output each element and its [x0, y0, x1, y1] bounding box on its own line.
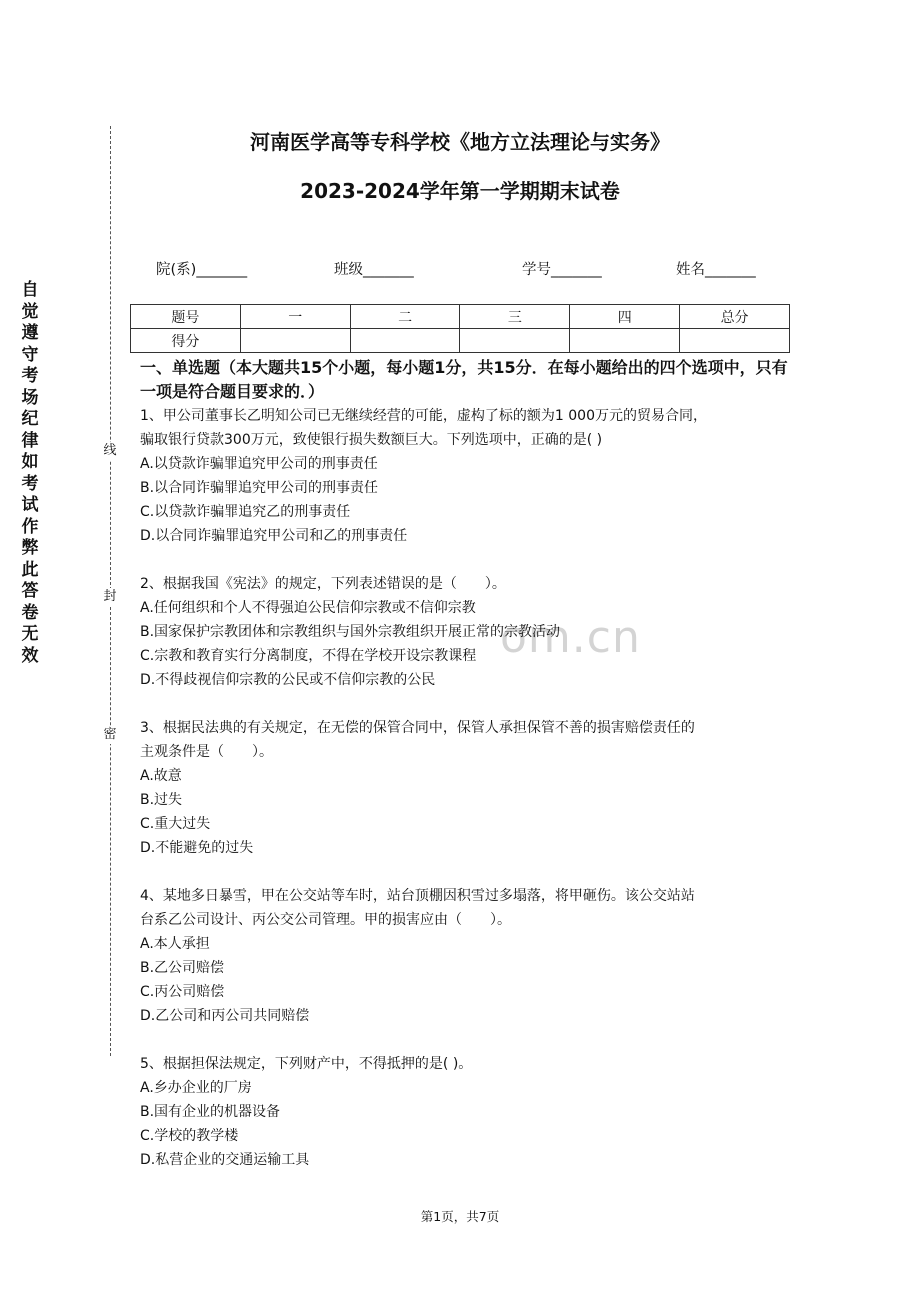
question-option: D.不得歧视信仰宗教的公民或不信仰宗教的公民: [140, 672, 436, 688]
score-cell: [350, 329, 460, 353]
question-stem: 4、某地多日暴雪，甲在公交站等车时，站台顶棚因积雪过多塌落，将甲砸伤。该公交站站: [140, 888, 695, 904]
question-option: B.国有企业的机器设备: [140, 1104, 281, 1120]
score-header-cell: 四: [570, 305, 680, 329]
question-option: D.私营企业的交通运输工具: [140, 1152, 310, 1168]
score-header-cell: 题号: [131, 305, 241, 329]
student-id-field: 学号_______: [522, 262, 602, 278]
score-cell: [460, 329, 570, 353]
question-option: A.故意: [140, 768, 182, 784]
page-footer: 第1页，共7页: [420, 1209, 500, 1224]
question-option: D.不能避免的过失: [140, 840, 254, 856]
score-table: [130, 304, 790, 353]
question-option: C.重大过失: [140, 816, 211, 832]
exam-title-line2: 2023-2024学年第一学期期末试卷: [300, 179, 620, 203]
class-field: 班级_______: [334, 262, 414, 278]
score-table-score-row: [131, 329, 790, 353]
score-cell: [680, 329, 790, 353]
question-stem: 台系乙公司设计、丙公交公司管理。甲的损害应由（ ）。: [140, 912, 511, 928]
binding-mark-xian: 线: [101, 442, 119, 460]
section-heading: 一、单选题（本大题共15个小题，每小题1分，共15分．在每小题给出的四个选项中，只有一项是符合题目要求的．）: [140, 358, 788, 401]
question-option: A.以贷款诈骗罪追究甲公司的刑事责任: [140, 456, 378, 472]
department-field: 院(系)_______: [156, 262, 248, 278]
question-option: A.本人承担: [140, 936, 210, 952]
score-header-cell: 二: [350, 305, 460, 329]
question-option: B.乙公司赔偿: [140, 960, 225, 976]
score-header-cell: 总分: [680, 305, 790, 329]
question-option: A.任何组织和个人不得强迫公民信仰宗教或不信仰宗教: [140, 600, 476, 616]
question-option: C.学校的教学楼: [140, 1128, 239, 1144]
question-stem: 5、根据担保法规定，下列财产中，不得抵押的是( )。: [140, 1056, 473, 1072]
question-stem: 1、甲公司董事长乙明知公司已无继续经营的可能，虚构了标的额为1 000万元的贸易合同，: [140, 408, 707, 424]
question-stem: 3、根据民法典的有关规定，在无偿的保管合同中，保管人承担保管不善的损害赔偿责任的: [140, 720, 695, 736]
score-row-label: 得分: [131, 329, 241, 353]
binding-mark-feng: 封: [101, 588, 119, 606]
question-option: B.以合同诈骗罪追究甲公司的刑事责任: [140, 480, 379, 496]
question-option: D.乙公司和丙公司共同赔偿: [140, 1008, 310, 1024]
question-stem: 骗取银行贷款300万元，致使银行损失数额巨大。下列选项中，正确的是( ): [140, 432, 603, 448]
question-option: D.以合同诈骗罪追究甲公司和乙的刑事责任: [140, 528, 408, 544]
score-cell: [240, 329, 350, 353]
question-stem: 2、根据我国《宪法》的规定，下列表述错误的是（ ）。: [140, 576, 506, 592]
question-option: C.宗教和教育实行分离制度，不得在学校开设宗教课程: [140, 648, 477, 664]
binding-mark-mi: 密: [101, 726, 119, 744]
watermark: om.cn: [500, 612, 641, 663]
question-option: B.国家保护宗教团体和宗教组织与国外宗教组织开展正常的宗教活动: [140, 624, 561, 640]
name-field: 姓名_______: [676, 262, 756, 278]
exam-title-line1: 河南医学高等专科学校《地方立法理论与实务》: [250, 130, 670, 154]
score-cell: [570, 329, 680, 353]
score-table-header-row: [131, 305, 790, 329]
vertical-exam-warning: 自觉遵守考场纪律如考试作弊此答卷无效: [21, 280, 39, 666]
question-option: B.过失: [140, 792, 183, 808]
question-option: C.丙公司赔偿: [140, 984, 225, 1000]
score-header-cell: 一: [240, 305, 350, 329]
score-header-cell: 三: [460, 305, 570, 329]
question-option: C.以贷款诈骗罪追究乙的刑事责任: [140, 504, 351, 520]
question-stem: 主观条件是（ ）。: [140, 744, 273, 760]
question-option: A.乡办企业的厂房: [140, 1080, 252, 1096]
